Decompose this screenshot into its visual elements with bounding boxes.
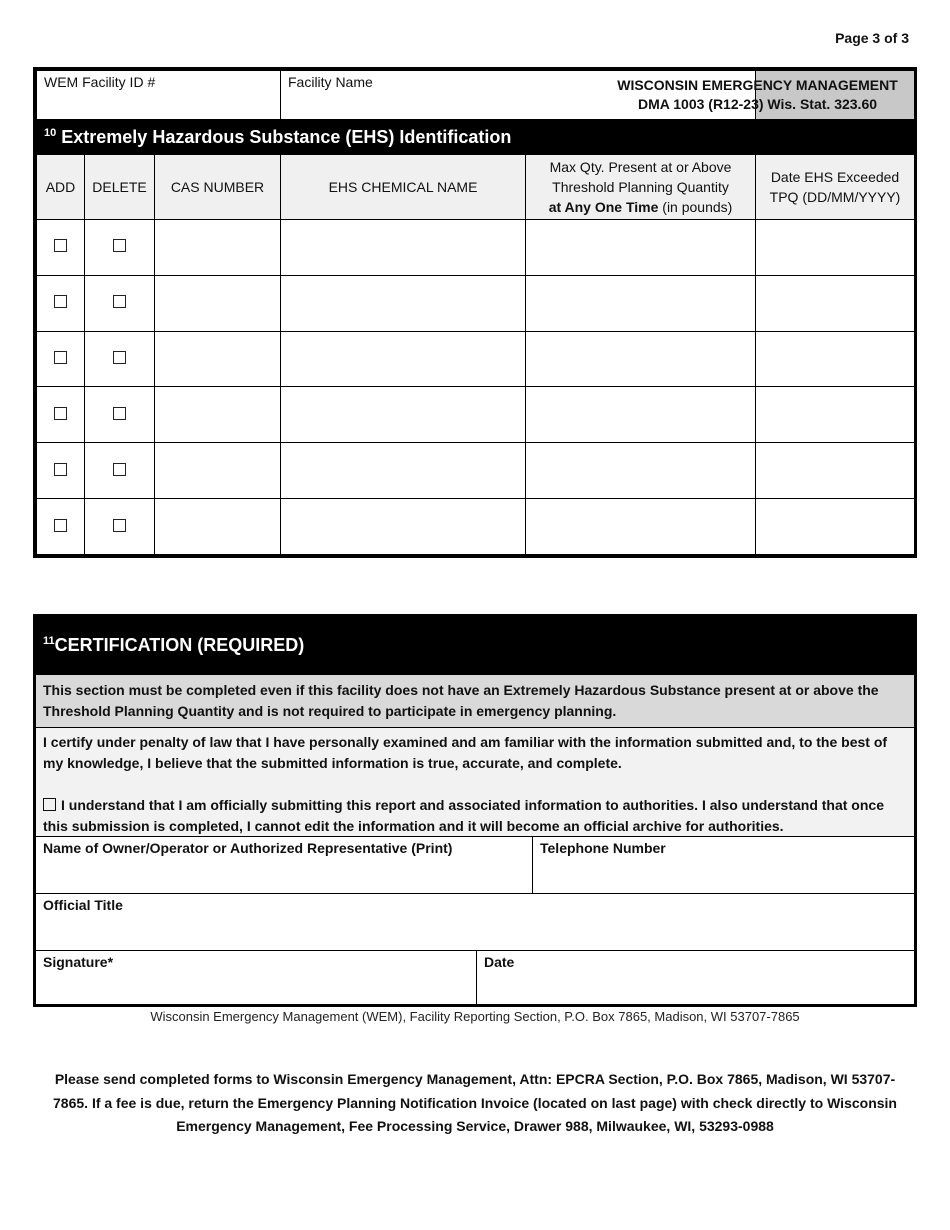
add-checkbox[interactable]	[37, 387, 85, 443]
facility-name-label: Facility Name	[288, 74, 373, 90]
col-header-max-qty	[526, 155, 756, 220]
facility-id-field[interactable]	[37, 71, 281, 120]
section10-title-band	[37, 120, 915, 155]
table-row	[37, 220, 915, 276]
date-exceeded-input[interactable]	[756, 331, 915, 387]
date-field[interactable]	[476, 950, 914, 1004]
checkbox-icon	[54, 239, 67, 252]
col-header-cas: CAS NUMBER	[155, 155, 281, 220]
delete-checkbox[interactable]	[85, 331, 155, 387]
checkbox-icon	[113, 239, 126, 252]
telephone-field[interactable]	[532, 836, 914, 893]
certification-section	[33, 614, 917, 1007]
agency-name: WISCONSIN EMERGENCY MANAGEMENT	[617, 77, 898, 93]
date-exceeded-input[interactable]	[756, 499, 915, 555]
table-row	[37, 387, 915, 443]
facility-id-label: WEM Facility ID #	[44, 74, 156, 90]
wem-address: Wisconsin Emergency Management (WEM), Facility Reporting Section, P.O. Box 7865, Madison, WI 53707-7865	[150, 1009, 800, 1024]
cas-number-input[interactable]	[155, 443, 281, 499]
max-qty-line1: Max Qty. Present at or Above	[549, 159, 732, 175]
cas-number-input[interactable]	[155, 220, 281, 276]
checkbox-icon	[54, 407, 67, 420]
max-qty-input[interactable]	[526, 443, 756, 499]
col-header-chemical-name: EHS CHEMICAL NAME	[281, 155, 526, 220]
cas-number-input[interactable]	[155, 387, 281, 443]
delete-checkbox[interactable]	[85, 499, 155, 555]
date-exceeded-input[interactable]	[756, 443, 915, 499]
table-row	[37, 275, 915, 331]
add-checkbox[interactable]	[37, 499, 85, 555]
acknowledge-checkbox[interactable]	[43, 798, 56, 811]
max-qty-input[interactable]	[526, 220, 756, 276]
checkbox-icon	[54, 351, 67, 364]
checkbox-icon	[54, 295, 67, 308]
form-number: DMA 1003 (R12-23) Wis. Stat. 323.60	[638, 96, 878, 112]
max-qty-input[interactable]	[526, 499, 756, 555]
table-row	[37, 443, 915, 499]
max-qty-line3	[529, 197, 752, 217]
max-qty-input[interactable]	[526, 331, 756, 387]
col-header-delete: DELETE	[85, 155, 155, 220]
agency-header	[617, 71, 915, 120]
max-qty-line2: Threshold Planning Quantity	[552, 179, 729, 195]
section11-title: CERTIFICATION (REQUIRED)	[54, 635, 305, 655]
cas-number-input[interactable]	[155, 499, 281, 555]
section10-number: 10	[44, 126, 57, 139]
delete-checkbox[interactable]	[85, 275, 155, 331]
table-row	[37, 499, 915, 555]
owner-name-field[interactable]	[36, 836, 532, 893]
signature-label: Signature*	[43, 954, 114, 970]
delete-checkbox[interactable]	[85, 220, 155, 276]
checkbox-icon	[113, 407, 126, 420]
date-label: Date	[484, 954, 515, 970]
col-header-date-exceeded	[756, 155, 915, 220]
add-checkbox[interactable]	[37, 331, 85, 387]
chemical-name-input[interactable]	[281, 220, 526, 276]
certification-notice: This section must be completed even if this facility does not have an Extremely Hazardous Substance present at or above the Threshold Planning Quantity and is not required to participate in emergency planning.	[36, 675, 914, 728]
add-checkbox[interactable]	[37, 275, 85, 331]
checkbox-icon	[54, 463, 67, 476]
chemical-name-input[interactable]	[281, 331, 526, 387]
telephone-label: Telephone Number	[540, 840, 666, 856]
certification-statement-block	[36, 728, 914, 836]
date-exceeded-line1: Date EHS Exceeded	[770, 169, 900, 185]
certification-statement: I certify under penalty of law that I have personally examined and am familiar with the information submitted and, to the best of my knowledge, I believe that the submitted information is true, accurate, and complete.	[43, 734, 888, 771]
acknowledge-text: I understand that I am officially submitting this report and associated information to authorities. I also understand that once this submission is completed, I cannot edit the information and it will become an official archive for authorities.	[43, 797, 884, 834]
max-qty-input[interactable]	[526, 387, 756, 443]
date-exceeded-input[interactable]	[756, 220, 915, 276]
checkbox-icon	[113, 519, 126, 532]
checkbox-icon	[113, 295, 126, 308]
mailing-instructions: Please send completed forms to Wisconsin Emergency Management, Attn: EPCRA Section, P.O. Box 7865, Madison, WI 53707-7865. If a fee is due, return the Emergency Planning Notification Invoice (located on last page) with check directly to Wisconsin Emergency Management, Fee Processing Service, Drawer 988, Milwaukee, WI, 53293-0988	[53, 1071, 897, 1134]
section11-number: 11	[43, 635, 55, 647]
add-checkbox[interactable]	[37, 443, 85, 499]
owner-name-label: Name of Owner/Operator or Authorized Representative (Print)	[43, 840, 453, 856]
delete-checkbox[interactable]	[85, 387, 155, 443]
chemical-name-input[interactable]	[281, 443, 526, 499]
section10-title: Extremely Hazardous Substance (EHS) Identification	[61, 126, 512, 147]
checkbox-icon	[113, 351, 126, 364]
official-title-label: Official Title	[43, 897, 123, 913]
ehs-table	[36, 70, 915, 555]
delete-checkbox[interactable]	[85, 443, 155, 499]
acknowledge-statement	[43, 795, 907, 837]
max-qty-input[interactable]	[526, 275, 756, 331]
max-qty-units: (in pounds)	[662, 199, 733, 215]
checkbox-icon	[54, 519, 67, 532]
chemical-name-input[interactable]	[281, 387, 526, 443]
ehs-identification-section	[33, 67, 917, 558]
signature-field[interactable]	[36, 950, 476, 1004]
checkbox-icon	[113, 463, 126, 476]
chemical-name-input[interactable]	[281, 499, 526, 555]
date-exceeded-input[interactable]	[756, 275, 915, 331]
cas-number-input[interactable]	[155, 275, 281, 331]
date-exceeded-input[interactable]	[756, 387, 915, 443]
section11-title-band	[36, 617, 914, 675]
official-title-field[interactable]	[36, 893, 914, 950]
add-checkbox[interactable]	[37, 220, 85, 276]
col-header-add: ADD	[37, 155, 85, 220]
cas-number-input[interactable]	[155, 331, 281, 387]
table-row	[37, 331, 915, 387]
chemical-name-input[interactable]	[281, 275, 526, 331]
max-qty-emphasis: at Any One Time	[548, 199, 659, 215]
date-exceeded-line2: TPQ (DD/MM/YYYY)	[769, 189, 901, 205]
page-number: Page 3 of 3	[835, 30, 909, 46]
